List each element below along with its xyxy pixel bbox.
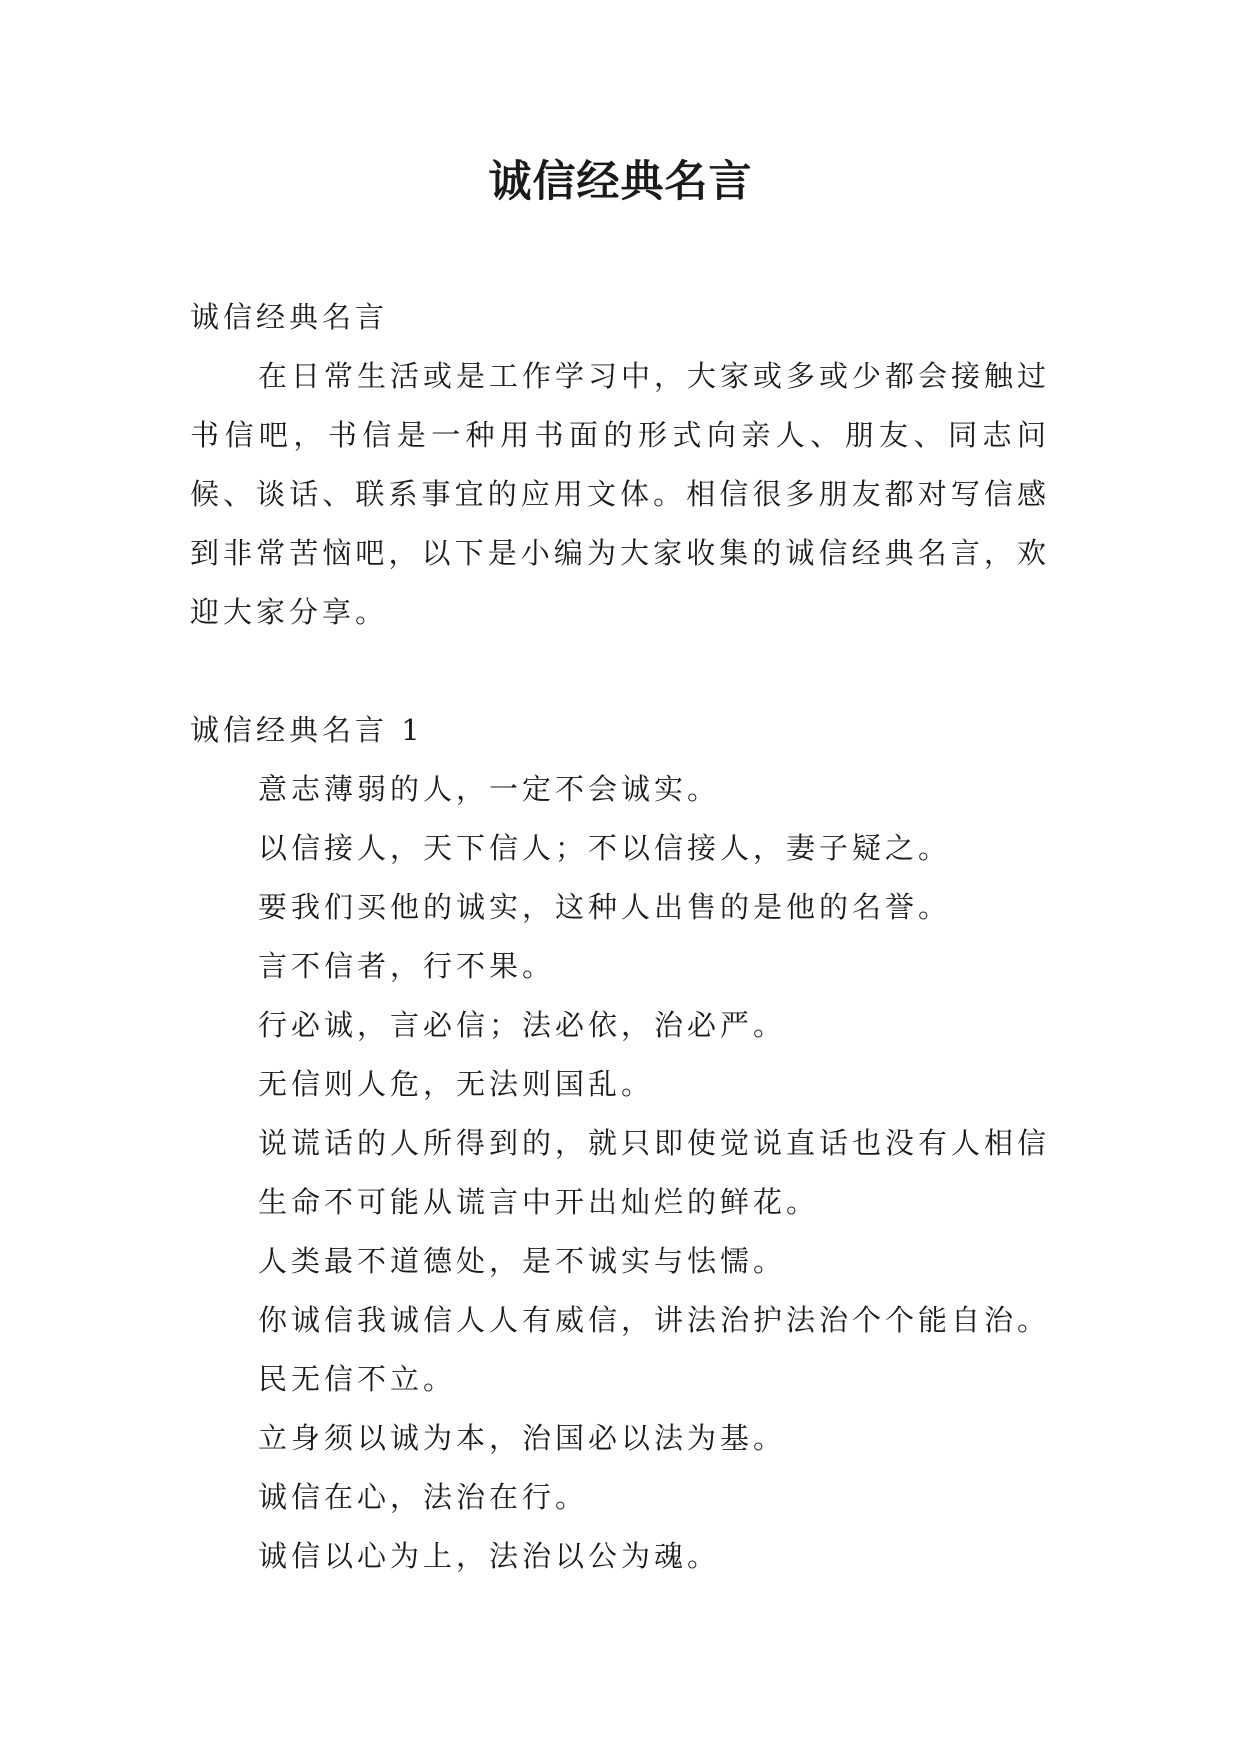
quote-line: 诚信以心为上，法治以公为魂。 [258, 1539, 721, 1573]
intro-paragraph: 在日常生活或是工作学习中，大家或多或少都会接触过书信吧，书信是一种用书面的形式向亲人、朋友、同志问候、谈话、联系事宜的应用文体。相信很多朋友都对写信感到非常苦恼吧，以下是小编为大家收集的诚信经典名言，欢迎大家分享。 [190, 359, 1051, 629]
paragraph-spacer [190, 642, 1050, 701]
section-heading: 诚信经典名言 1 [190, 713, 424, 747]
document-title: 诚信经典名言 [488, 157, 753, 207]
quote-line: 言不信者，行不果。 [258, 949, 556, 983]
quote-line: 要我们买他的诚实，这种人出售的是他的名誉。 [258, 890, 952, 924]
quote-line: 行必诚，言必信；法必依，治必严。 [258, 1008, 787, 1042]
document-body [190, 288, 1050, 1586]
quote-line: 无信则人危，无法则国乱。 [258, 1067, 655, 1101]
quote-line: 民无信不立。 [258, 1362, 457, 1396]
quote-line: 立身须以诚为本，治国必以法为基。 [258, 1421, 787, 1455]
quote-line: 生命不可能从谎言中开出灿烂的鲜花。 [258, 1185, 820, 1219]
quote-line: 以信接人，天下信人；不以信接人，妻子疑之。 [258, 831, 952, 865]
quote-line: 你诚信我诚信人人有威信，讲法治护法治个个能自治。 [258, 1303, 1051, 1337]
quote-line: 人类最不道德处，是不诚实与怯懦。 [258, 1244, 787, 1278]
quote-line: 诚信在心，法治在行。 [258, 1480, 589, 1514]
document-subtitle: 诚信经典名言 [190, 300, 389, 334]
quote-line: 意志薄弱的人，一定不会诚实。 [258, 772, 721, 806]
quote-line: 说谎话的人所得到的，就只即使觉说直话也没有人相信 [258, 1126, 1051, 1160]
